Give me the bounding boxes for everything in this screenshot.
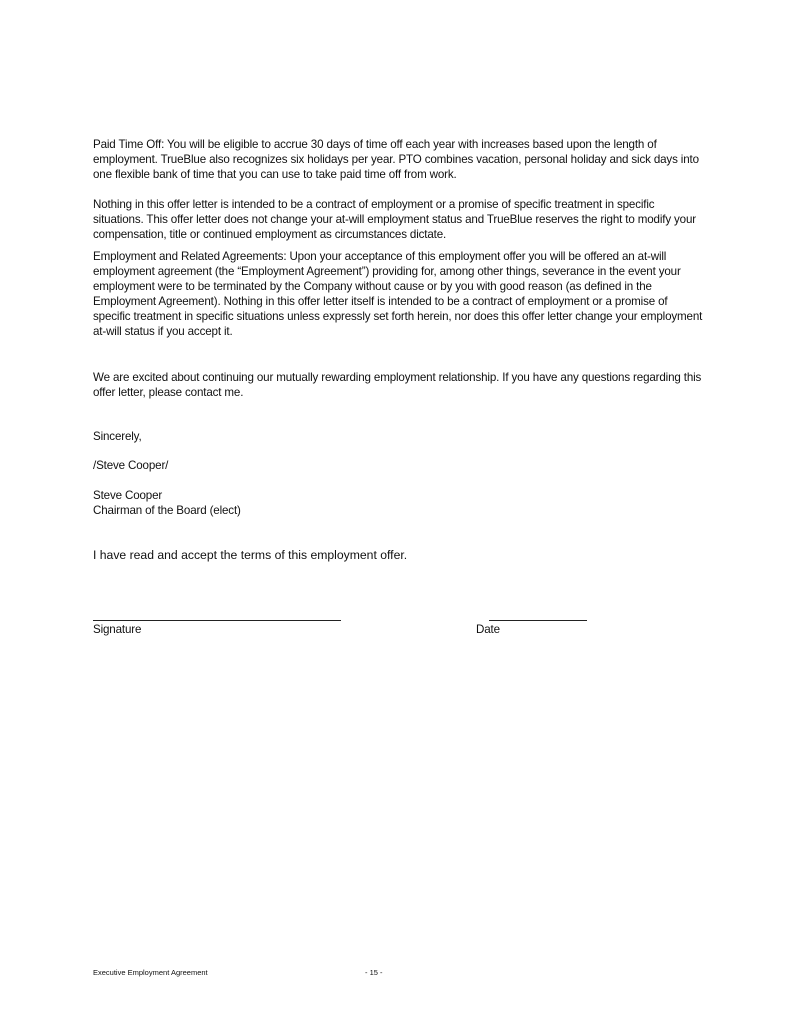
date-line	[489, 620, 587, 621]
signature-mark: /Steve Cooper/	[93, 459, 169, 472]
salutation: Sincerely,	[93, 430, 142, 443]
signature-line	[93, 620, 341, 621]
acceptance-statement: I have read and accept the terms of this employment offer.	[93, 548, 408, 562]
paragraph-related-agreements: Employment and Related Agreements: Upon your acceptance of this employment offer you will be offered an at-will employment agreement (the “Employment Agreement”) providing for, among other things, severance in the event your employment were to be terminated by the Company without cause or by you with good reason (as defined in the Employment Agreement). Nothing in this offer letter itself is intended to be a contract of employment or a promise of specific treatment in specific situations unless expressly set forth herein, nor does this offer letter change your employment at-will status if you accept it.	[93, 250, 703, 338]
footer-title: Executive Employment Agreement	[93, 968, 208, 977]
signer-name: Steve Cooper	[93, 489, 163, 502]
paragraph-no-contract: Nothing in this offer letter is intended to be a contract of employment or a promise of specific treatment in specific situations. This offer letter does not change your at-will employment status and TrueBlue reserves the right to modify your compensation, title or continued employment as circumstances dictate.	[93, 198, 696, 241]
signer-title: Chairman of the Board (elect)	[93, 504, 241, 517]
date-label: Date	[476, 623, 500, 636]
paragraph-closing: We are excited about continuing our mutually rewarding employment relationship. If you have any questions regarding this offer letter, please contact me.	[93, 371, 702, 399]
paragraph-paid-time-off: Paid Time Off: You will be eligible to accrue 30 days of time off each year with increases based upon the length of employment. TrueBlue also recognizes six holidays per year. PTO combines vacation, personal holiday and sick days into one flexible bank of time that you can use to take paid time off from work.	[93, 138, 699, 181]
footer-page-number: - 15 -	[365, 968, 383, 977]
signature-label: Signature	[93, 623, 142, 636]
